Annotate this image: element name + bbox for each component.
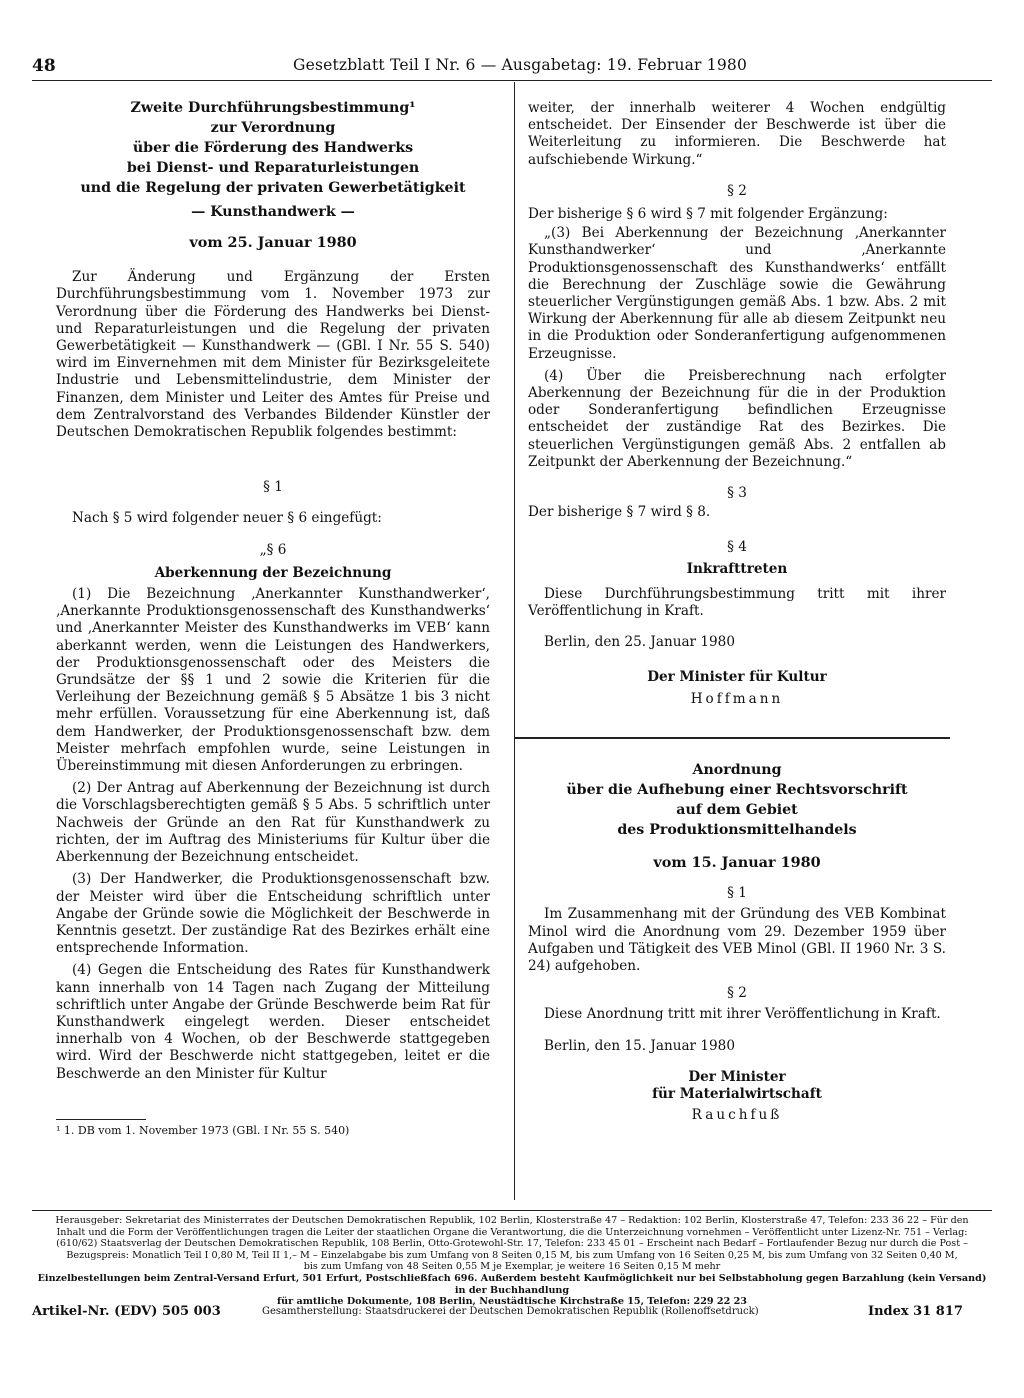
imprint-order-line: für amtliche Dokumente, 108 Berlin, Neustädtische Kirchstraße 15, Telefon: 229 22 23 — [277, 1296, 747, 1308]
column-rule — [514, 82, 515, 1200]
footnote: ¹ 1. DB vom 1. November 1973 (GBl. I Nr. 55 S. 540) — [56, 1124, 350, 1137]
paragraph-6-heading: „§ 6 — [259, 541, 287, 558]
title-line: über die Aufhebung einer Rechtsvorschrift — [566, 782, 908, 798]
imprint-line: Bezugspreis: Monatlich Teil I 0,80 M, Teil II 1,– M – Einzelabgabe bis zum Umfang von 8 Seiten 0,15 M, bis zum Umfang von 16 Seiten 0,25 M, bis zum Umfang von 32 Seiten 0,40 M, — [66, 1249, 958, 1261]
title-line: und die Regelung der privaten Gewerbetätigkeit — [80, 180, 466, 196]
paragraph-3-text: Der bisherige § 7 wird § 8. — [528, 504, 711, 521]
paragraph-1-text: Nach § 5 wird folgender neuer § 6 eingefügt: — [72, 510, 382, 527]
paragraph-2-item: „(3) Bei Aberkennung der Bezeichnung ‚Anerkannter Kunsthandwerker‘ und ‚Anerkannte Produktionsgenossenschaft des Kunsthandwerks‘ entfällt die Berechnung der Zuschläge sowie die Gewährung steuerlicher Vergünstigungen gemäß Abs. 1 bzw. Abs. 2 mit Wirkung der Aberkennung für alle ab diesem Zeitpunkt neu in die Produktion oder Sonderanfertigung aufgenommenen Erzeugnisse. — [528, 225, 946, 362]
imprint — [32, 1215, 992, 1308]
second-signer-title: für Materialwirtschaft — [652, 1086, 822, 1103]
decree-title — [56, 98, 490, 222]
paragraph-6-item: (1) Die Bezeichnung ‚Anerkannter Kunsthandwerker‘, ‚Anerkannte Produktionsgenossenschaft des Kunsthandwerks‘ und ‚Anerkannter Meister des Kunsthandwerks im VEB‘ kann aberkannt werden, wenn die Leistungen des Handwerkers, der Produktionsgenossenschaft oder des Meisters die Grundsätze der §§ 1 und 2 sowie die Kriterien für die Verleihung der Bezeichnung gemäß § 5 Absätze 1 bis 3 nicht mehr erfüllen. Voraussetzung für eine Aberkennung ist, daß dem Handwerker, der Produktionsgenossenschaft bzw. dem Meister mehrfach empfohlen wurde, seine Leistungen in Übereinstimmung mit diesen Anforderungen zu erbringen. — [56, 586, 490, 775]
paragraph-2-heading: § 2 — [727, 182, 747, 199]
imprint-line: Inhalt und die Form der Veröffentlichungen tragen die Leiter der staatlichen Organe die Verantwortung, die die Unterzeichnung vornehmen – Veröffentlicht unter Lizenz-Nr. 751 – Verlag: — [56, 1226, 968, 1238]
imprint-line: Herausgeber: Sekretariat des Ministerrates der Deutschen Demokratischen Republik, 102 Berlin, Klosterstraße 47 – Redaktion: 102 Berlin, Klosterstraße 47, Telefon: 233 36 22 – Für den — [55, 1215, 969, 1226]
signer-name: Hoffmann — [690, 690, 784, 707]
second-paragraph-2-text: Diese Anordnung tritt mit ihrer Veröffentlichung in Kraft. — [544, 1006, 941, 1023]
paragraph-1-heading: § 1 — [263, 479, 283, 496]
paragraph-6-title: Aberkennung der Bezeichnung — [154, 564, 392, 581]
article-number: Artikel-Nr. (EDV) 505 003 — [32, 1304, 221, 1319]
title-line: auf dem Gebiet — [676, 802, 798, 818]
paragraph-6-item: (3) Der Handwerker, die Produktionsgenossenschaft bzw. der Meister wird über die Entscheidung schriftlich unter Angabe der Gründe sowie die Möglichkeit der Beschwerde in Kenntnis gesetzt. Der zuständige Rat des Bezirkes erhält eine entsprechende Information. — [56, 871, 490, 957]
paragraph-2-text: Der bisherige § 6 wird § 7 mit folgender Ergänzung: — [528, 206, 888, 223]
paragraph-4-title: Inkrafttreten — [686, 560, 788, 577]
signer-title: Der Minister für Kultur — [647, 669, 827, 686]
paragraph-2-item: (4) Über die Preisberechnung nach erfolgter Aberkennung der Bezeichnung für die in der Produktion oder Sonderanfertigung befindlichen Erzeugnisse entscheidet der zuständige Rat des Bezirkes. Die steuerlichen Vergünstigungen gemäß Abs. 2 entfallen ab Zeitpunkt der Aberkennung der Bezeichnung.“ — [528, 367, 946, 470]
title-line: des Produktionsmittelhandels — [617, 822, 857, 838]
section-rule — [514, 737, 950, 739]
header-rule — [32, 80, 992, 81]
paragraph-4-text: Diese Durchführungsbestimmung tritt mit ihrer Veröffentlichung in Kraft. — [528, 585, 946, 620]
title-line: Anordnung — [692, 762, 782, 778]
imprint-order-line: Einzelbestellungen beim Zentral-Versand Erfurt, 501 Erfurt, Postschließfach 696. Außerdem besteht Kaufmöglichkeit nur bei Selbstabholung gegen Barzahlung (kein Versand) in der Buchhandlung — [37, 1272, 987, 1296]
index-number: Index 31 817 — [868, 1304, 963, 1319]
paragraph-4-heading: § 4 — [727, 539, 747, 556]
second-place-date: Berlin, den 15. Januar 1980 — [544, 1037, 735, 1054]
place-date: Berlin, den 25. Januar 1980 — [544, 634, 735, 651]
second-decree-date: vom 15. Januar 1980 — [653, 854, 821, 871]
paragraph-6-item: (2) Der Antrag auf Aberkennung der Bezeichnung ist durch die Vorschlagsberechtigten gemäß § 5 Abs. 5 schriftlich unter Nachweis der Gründe an den Rat für Kunsthandwerk zu richten, der im Auftrag des Ministeriums für Kultur über die Aberkennung der Bezeichnung entscheidet. — [56, 780, 490, 866]
title-line: zur Verordnung — [210, 120, 336, 136]
title-line: Zweite Durchführungsbestimmung¹ — [130, 100, 416, 116]
second-paragraph-1-text: Im Zusammenhang mit der Gründung des VEB Kombinat Minol wird die Anordnung vom 29. Dezember 1959 über Aufgaben und Tätigkeit des VEB Minol (GBl. II 1960 Nr. 3 S. 24) aufgehoben. — [528, 906, 946, 975]
imprint-line: bis zum Umfang von 48 Seiten 0,55 M je Exemplar, je weitere 16 Seiten 0,15 M mehr — [303, 1261, 721, 1273]
second-paragraph-1-heading: § 1 — [727, 885, 747, 902]
title-line: über die Förderung des Handwerks — [132, 140, 414, 156]
second-decree — [528, 760, 946, 1124]
second-paragraph-2-heading: § 2 — [727, 985, 747, 1002]
second-signer-title: Der Minister — [688, 1068, 786, 1085]
right-column — [528, 100, 946, 708]
title-line: bei Dienst- und Reparaturleistungen — [126, 160, 420, 176]
paragraph-6-item: (4) Gegen die Entscheidung des Rates für Kunsthandwerk kann innerhalb von 14 Tagen nach Zugang der Mitteilung schriftlich unter Angabe der Gründe Beschwerde beim Rat für Kunsthandwerk eingelegt werden. Dieser entscheidet innerhalb von 4 Wochen, ob der Beschwerde stattgegeben wird. Wird der Beschwerde nicht stattgegeben, leitet er die Beschwerde an den Minister für Kultur — [56, 962, 490, 1082]
second-decree-title — [528, 760, 946, 840]
running-head: Gesetzblatt Teil I Nr. 6 — Ausgabetag: 19. Februar 1980 — [293, 56, 748, 74]
footnote-rule — [56, 1119, 146, 1120]
page-number: 48 — [32, 56, 56, 76]
title-subline: — Kunsthandwerk — — [191, 204, 355, 220]
second-signer-name: Rauchfuß — [691, 1107, 783, 1124]
imprint-line: (610/62) Staatsverlag der Deutschen Demokratischen Republik, 108 Berlin, Otto-Grotewohl-Str. 17, Telefon: 233 45 01 – Erscheint nach Bedarf – Fortlaufender Bezug nur durch die Post – — [56, 1238, 968, 1250]
decree-date: vom 25. Januar 1980 — [189, 234, 357, 251]
imprint-rule — [32, 1210, 992, 1211]
paragraph-3-heading: § 3 — [727, 485, 747, 502]
left-column — [56, 98, 490, 1083]
printer-line: Gesamtherstellung: Staatsdruckerei der Deutschen Demokratischen Republik (Rollenoffsetdruck) — [262, 1306, 759, 1317]
intro-paragraph: Zur Änderung und Ergänzung der Ersten Durchführungsbestimmung vom 1. November 1973 zur Verordnung über die Förderung des Handwerks bei Dienst- und Reparaturleistungen und die Regelung der privaten Gewerbetätigkeit — Kunsthandwerk — (GBl. I Nr. 55 S. 540) wird im Einvernehmen mit dem Minister für Bezirksgeleitete Industrie und Lebensmittelindustrie, dem Minister der Finanzen, dem Minister und Leiter des Amtes für Preise und dem Zentralvorstand des Verbandes Bildender Künstler der Deutschen Demokratischen Republik folgendes bestimmt: — [56, 269, 490, 441]
continuation-paragraph: weiter, der innerhalb weiterer 4 Wochen endgültig entscheidet. Der Einsender der Beschwerde ist über die Weiterleitung zu informieren. Die Beschwerde hat aufschiebende Wirkung.“ — [528, 100, 946, 168]
